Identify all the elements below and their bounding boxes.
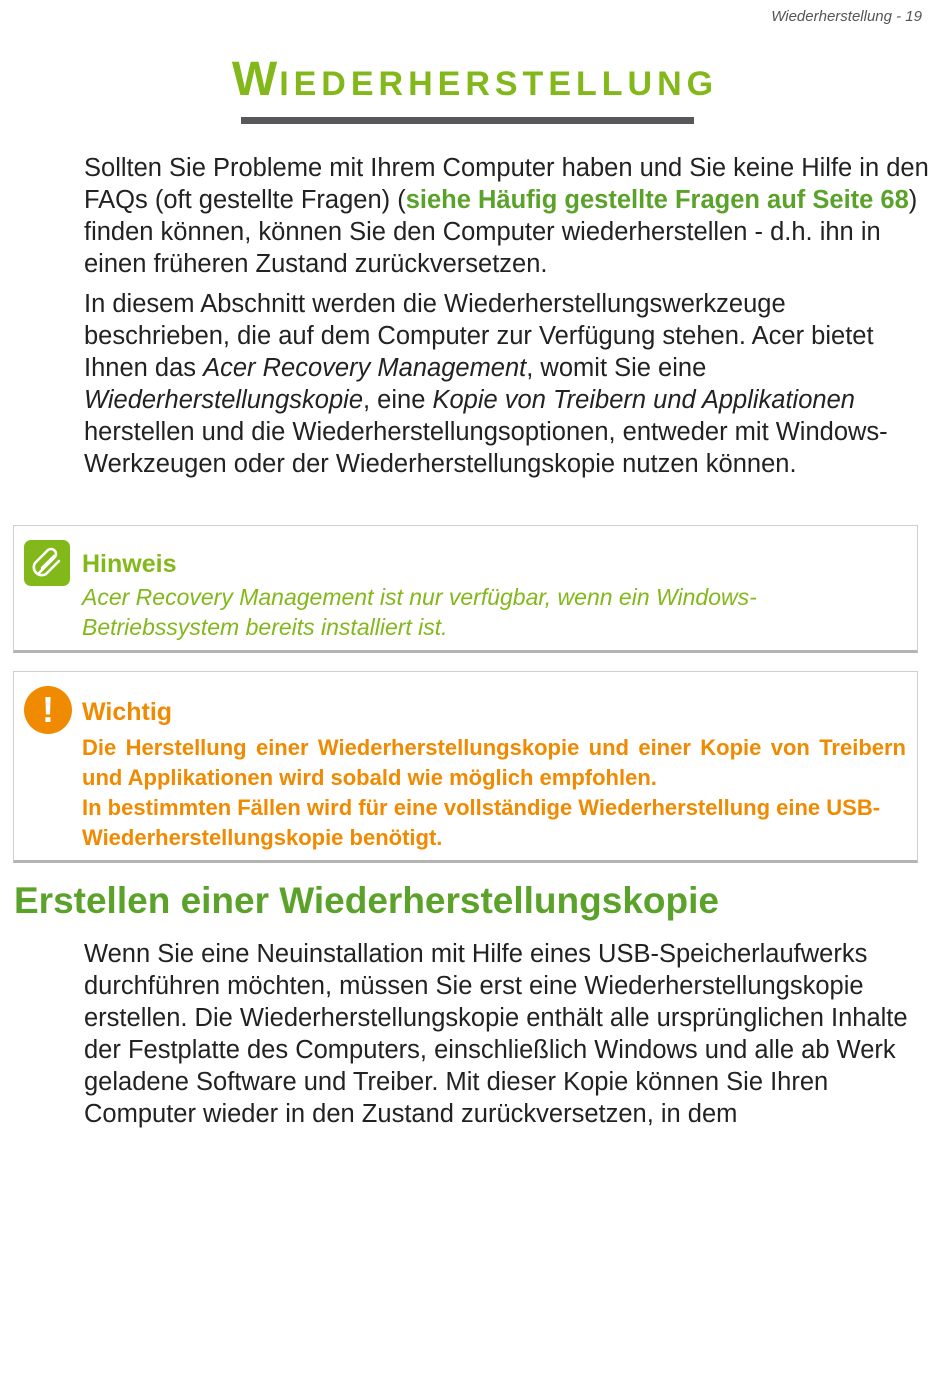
chapter-title-initial: W — [231, 53, 280, 106]
exclamation-icon: ! — [24, 686, 72, 734]
important-callout — [13, 671, 918, 863]
faq-page-link[interactable]: siehe Häufig gestellte Fragen auf Seite 68 — [405, 186, 909, 214]
hint-title: Hinweis — [82, 550, 177, 578]
important-title: Wichtig — [82, 698, 173, 726]
intro-p2-text-c: , eine — [363, 386, 433, 414]
section-paragraph-1: Wenn Sie eine Neuinstallation mit Hilfe eines USB-Speicherlaufwerks durchführen möchten, müssen Sie erst eine Wiederherstellungskopie erstellen. Die Wiederherstellungskopie enthält alle ursprünglichen Inhalte der Festplatte des Computers, einschließlich Windows und alle ab Werk geladene Software und Treiber. Mit dieser Kopie können Sie Ihren Computer wieder in den Zustand zurückversetzen, in dem — [84, 940, 908, 1128]
chapter-title — [0, 52, 950, 107]
important-text-2: In bestimmten Fällen wird für eine vollständige Wiederherstellung eine USB-Wiederherstellungskopie benötigt. — [82, 795, 881, 850]
important-text-1: Die Herstellung einer Wiederherstellungskopie und einer Kopie von Treibern und Applikationen wird sobald wie möglich empfohlen. — [82, 735, 906, 790]
intro-p2-text-a: In diesem Abschnitt werden die Wiederherstellungswerkzeuge beschrieben, die auf dem Computer zur Verfügung stehen. Acer bietet Ihnen das — [84, 290, 874, 382]
intro-paragraph-2 — [84, 288, 934, 480]
recovery-copy-term: Wiederherstellungskopie — [84, 386, 364, 414]
hint-text: Acer Recovery Management ist nur verfügbar, wenn ein Windows-Betriebssystem bereits installiert ist. — [82, 584, 757, 640]
intro-p2-text-d: herstellen und die Wiederherstellungsoptionen, entweder mit Windows-Werkzeugen oder der Wiederherstellungskopie nutzen können. — [84, 418, 888, 478]
title-underline — [241, 117, 694, 124]
chapter-title-rest: IEDERHERSTELLUNG — [279, 65, 719, 103]
paperclip-icon — [24, 540, 70, 586]
section-heading: Erstellen einer Wiederherstellungskopie — [14, 880, 719, 921]
hint-callout — [13, 525, 918, 653]
intro-paragraph-1 — [84, 152, 934, 280]
intro-p1-text-after: ) finden können, können Sie den Computer wiederherstellen - d.h. ihn in einen früheren Zustand zurückversetzen. — [84, 186, 918, 278]
running-head: Wiederherstellung - 19 — [771, 8, 922, 25]
intro-p2-text-b: , womit Sie eine — [526, 354, 707, 382]
intro-p1-text-before: Sollten Sie Probleme mit Ihrem Computer haben und Sie keine Hilfe in den FAQs (oft gestellte Fragen) ( — [84, 154, 929, 214]
acer-recovery-management-term: Acer Recovery Management — [203, 354, 527, 382]
driver-app-copy-term: Kopie von Treibern und Applikationen — [432, 386, 855, 414]
